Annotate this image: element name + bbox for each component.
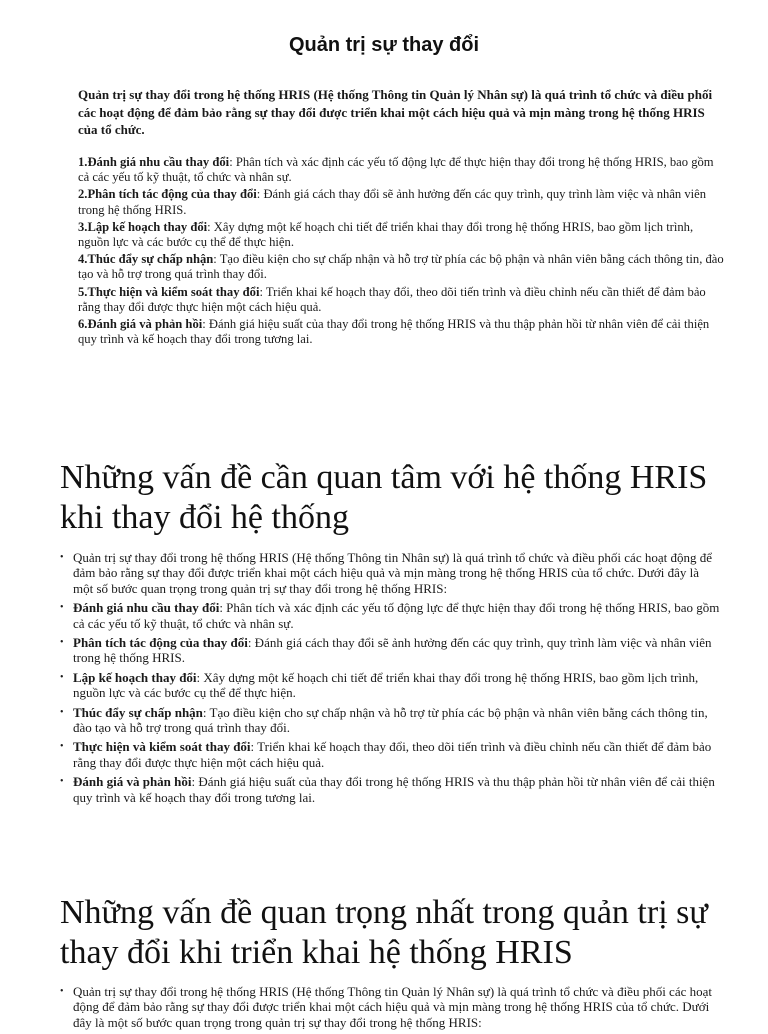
bullet-text: : Phân tích và xác định các yếu tố động lực để thực hiện thay đổi trong hệ thống HRIS, bao gồm cả các yếu tố kỹ thuật, tổ chức và nhân sự. [73,600,720,631]
bullet-dot-icon: • [60,741,64,753]
step-text: : Tạo điều kiện cho sự chấp nhận và hỗ trợ từ phía các bộ phận và nhân viên bằng cách thông tin, đào tạo và hỗ trợ trong quá trình thay đổi. [78,252,724,282]
step-text: : Xây dựng một kế hoạch chi tiết để triển khai thay đổi trong hệ thống HRIS, bao gồm lịch trình, nguồn lực và các bước cụ thể để thực hiện. [78,219,694,250]
bullet-head: Đánh giá nhu cầu thay đổi [73,600,220,616]
step-text: : Đánh giá hiệu suất của thay đổi trong hệ thống HRIS và thu thập phản hồi từ nhân viên để cải thiện quy trình và kế hoạch thay đổi trong tương lai. [78,317,710,347]
step-head: 1.Đánh giá nhu cầu thay đổi [78,155,230,169]
concerns-bullet-list [60,550,720,809]
section-heading-important-issues: Những vấn đề quan trọng nhất trong quản trị sự thay đổi khi triển khai hệ thống HRIS [60,894,708,971]
bullet-item [60,739,720,770]
bullet-text: : Xây dựng một kế hoạch chi tiết để triển khai thay đổi trong hệ thống HRIS, bao gồm lịch trình, nguồn lực và các bước cụ thể để thực hiện. [73,669,699,701]
bullet-item [60,635,720,666]
bullet-text: : Đánh giá cách thay đổi sẽ ảnh hưởng đến các quy trình, quy trình làm việc và nhân viên trong hệ thống HRIS. [73,635,712,666]
step-head: 4.Thúc đẩy sự chấp nhận [78,252,214,267]
bullet-dot-icon: • [60,986,64,997]
bullet-item [60,600,720,631]
bullet-item [60,670,720,701]
step-item [78,317,724,347]
step-head: 6.Đánh giá và phản hồi [78,317,203,332]
bullet-dot-icon: • [60,776,64,788]
bullet-dot-icon: • [60,637,64,649]
bullet-dot-icon: • [60,552,64,563]
bullet-dot-icon: • [60,671,64,683]
step-text: : Triển khai kế hoạch thay đổi, theo dõi tiến trình và điều chỉnh nếu cần thiết để đảm bảo rằng thay đổi được thực hiện một cách hiệu quả. [78,284,706,314]
bullet-text: : Tạo điều kiện cho sự chấp nhận và hỗ trợ từ phía các bộ phận và nhân viên bằng cách thông tin, đào tạo và hỗ trợ trong quá trình thay đổi. [73,704,708,736]
step-item [78,220,724,250]
step-head: 2.Phân tích tác động của thay đổi [78,187,257,202]
bullet-dot-icon: • [60,602,64,614]
step-item [78,187,724,217]
bullet-text: : Triển khai kế hoạch thay đổi, theo dõi tiến trình và điều chỉnh nếu cần thiết để đảm bảo rằng thay đổi được thực hiện một cách hiệu quả. [73,739,712,770]
important-bullet-list [60,984,720,1034]
bullet-item [60,550,720,596]
step-item [78,252,724,282]
intro-paragraph: Quản trị sự thay đổi trong hệ thống HRIS (Hệ thống Thông tin Quản lý Nhân sự) là quá trình tổ chức và điều phối các hoạt động để đảm bảo rằng sự thay đổi được triển khai một cách hiệu quả và mịn màng trong hệ thống HRIS của tổ chức. [78,87,713,137]
bullet-head: Lập kế hoạch thay đổi [73,669,197,685]
steps-list [78,155,724,349]
bullet-text: Quản trị sự thay đổi trong hệ thống HRIS (Hệ thống Thông tin Quản lý Nhân sự) là quá trình tổ chức và điều phối các hoạt động để đảm bảo rằng sự thay đổi được triển khai một cách hiệu quả và mịn màng trong hệ thống HRIS của tổ chức. Dưới đây là một số bước quan trọng trong quản trị sự thay đổi trong hệ thống HRIS: [73,984,712,1030]
step-text: : Phân tích và xác định các yếu tố động lực để thực hiện thay đổi trong hệ thống HRIS, bao gồm cả các yếu tố kỹ thuật, tổ chức và nhân sự. [78,155,714,185]
step-head: 5.Thực hiện và kiểm soát thay đổi [78,284,260,299]
bullet-head: Đánh giá và phản hồi [73,774,192,790]
page-title: Quản trị sự thay đổi [288,34,480,56]
step-head: 3.Lập kế hoạch thay đổi [78,219,208,234]
section-heading-concerns: Những vấn đề cần quan tâm với hệ thống HRIS khi thay đổi hệ thống [60,459,708,536]
bullet-item [60,705,720,736]
step-item [78,285,724,315]
step-item [78,155,724,185]
bullet-item [60,984,720,1030]
bullet-head: Thúc đẩy sự chấp nhận [73,704,203,720]
step-text: : Đánh giá cách thay đổi sẽ ảnh hưởng đến các quy trình, quy trình làm việc và nhân viên trong hệ thống HRIS. [78,187,707,217]
bullet-item [60,774,720,805]
bullet-dot-icon: • [60,706,64,718]
bullet-text: Quản trị sự thay đổi trong hệ thống HRIS (Hệ thống Thông tin Nhân sự) là quá trình tổ chức và điều phối các hoạt động để đảm bảo rằng sự thay đổi được triển khai một cách hiệu quả và mịn màng trong hệ thống HRIS của tổ chức. Dưới đây là một số bước quan trọng trong quản trị sự thay đổi trong hệ thống HRIS: [73,550,712,596]
bullet-head: Phân tích tác động của thay đổi [73,635,248,651]
bullet-text: : Đánh giá hiệu suất của thay đổi trong hệ thống HRIS và thu thập phản hồi từ nhân viên để cải thiện quy trình và kế hoạch thay đổi trong tương lai. [73,774,715,805]
bullet-head: Thực hiện và kiểm soát thay đổi [73,739,251,755]
